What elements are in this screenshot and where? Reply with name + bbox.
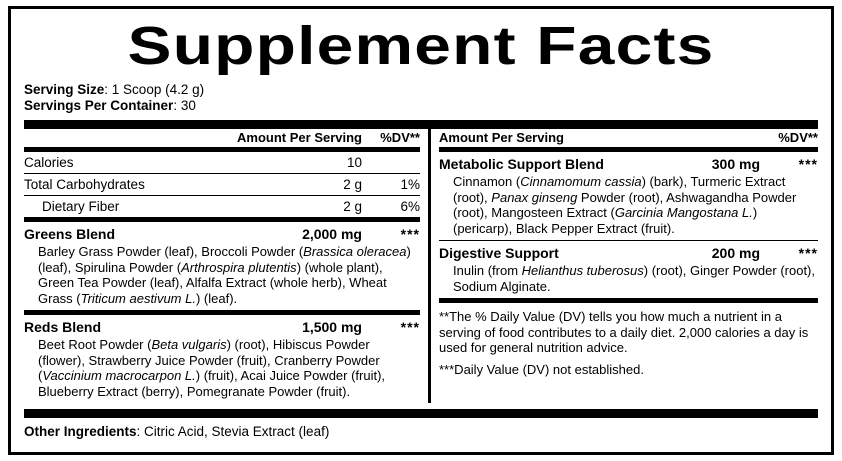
footer-rule [24, 409, 818, 418]
blend-amount: 2,000 mg [302, 226, 362, 242]
servings-per-container-line [24, 98, 818, 114]
serving-size-value: : 1 Scoop (4.2 g) [104, 82, 205, 97]
nutrient-amount: 10 [346, 155, 362, 170]
blend-ingredients: Inulin (from Helianthus tuberosus) (root), Ginger Powder (root), Sodium Alginate. [453, 263, 815, 294]
blend-amount: 300 mg [711, 156, 760, 172]
nutrient-amount: 2 g [343, 177, 362, 192]
blend-header [439, 152, 818, 174]
page-title: Supplement Facts [127, 16, 715, 76]
daily-value-footnote: **The % Daily Value (DV) tells you how much a nutrient in a serving of food contributes to a daily diet. 2,000 calories a day is used for general nutrition advice. [439, 309, 809, 355]
left-column-headers [24, 129, 420, 147]
right-column-headers [439, 129, 818, 147]
label-inner [16, 14, 826, 447]
amount-per-serving-header: Amount Per Serving [237, 130, 362, 145]
blend-dv: *** [400, 226, 420, 242]
other-ingredients [16, 418, 826, 440]
blend-name: Greens Blend [24, 226, 116, 242]
daily-value-header: %DV** [380, 130, 420, 145]
left-column [24, 129, 428, 403]
servings-per-container-label: Servings Per Container [24, 98, 174, 113]
blend-header [24, 222, 420, 244]
nutrient-name: Calories [24, 155, 74, 170]
blend-ingredients: Barley Grass Powder (leaf), Broccoli Powder (Brassica oleracea) (leaf), Spirulina Powder (Arthrospira plutentis) (whole plant), Green Tea Powder (leaf), Alfalfa Extract (whole herb), Wheat Grass (Triticum aestivum L.) (leaf). [38, 244, 411, 306]
blend-header [24, 315, 420, 337]
servings-per-container-value: : 30 [173, 98, 196, 113]
blend-name: Digestive Support [439, 245, 559, 261]
blend-dv: *** [798, 156, 818, 172]
blend-name: Metabolic Support Blend [439, 156, 604, 172]
facts-columns [16, 129, 826, 403]
serving-information [16, 76, 826, 116]
other-ingredients-value: : Citric Acid, Stevia Extract (leaf) [136, 424, 330, 439]
blend-ingredients: Beet Root Powder (Beta vulgaris) (root), Hibiscus Powder (flower), Strawberry Juice Powder (fruit), Cranberry Powder (Vaccinium macrocarpon L.) (fruit), Acai Juice Powder (fruit), Blueberry Extract (berry), Pomegranate Powder (fruit). [38, 337, 386, 399]
blend-amount: 1,500 mg [302, 319, 362, 335]
blend-dv: *** [400, 319, 420, 335]
table-row [24, 174, 420, 195]
blend-ingredients: Cinnamon (Cinnamomum cassia) (bark), Turmeric Extract (root), Panax ginseng Powder (root), Ashwagandha Powder (root), Mangosteen Extract (Garcinia Mangostana L.) (pericarp), Black Pepper Extract (fruit). [453, 174, 797, 236]
table-row [24, 196, 420, 217]
nutrient-dv: 6% [400, 199, 420, 214]
nutrient-name: Dietary Fiber [42, 199, 120, 214]
nutrient-dv: 1% [400, 177, 420, 192]
table-row [24, 152, 420, 173]
serving-size-label: Serving Size [24, 82, 105, 97]
serving-size-line [24, 82, 818, 98]
no-daily-value-footnote: ***Daily Value (DV) not established. [439, 361, 644, 377]
right-column [431, 129, 818, 403]
daily-value-header: %DV** [778, 130, 818, 145]
blend-amount: 200 mg [711, 245, 760, 261]
header-rule [24, 120, 818, 129]
blend-name: Reds Blend [24, 319, 102, 335]
label-frame [8, 6, 834, 455]
blend-dv: *** [798, 245, 818, 261]
blend-header [439, 241, 818, 263]
nutrient-amount: 2 g [343, 199, 362, 214]
other-ingredients-label: Other Ingredients [24, 424, 137, 439]
nutrient-name: Total Carbohydrates [24, 177, 145, 192]
amount-per-serving-header: Amount Per Serving [439, 130, 564, 145]
